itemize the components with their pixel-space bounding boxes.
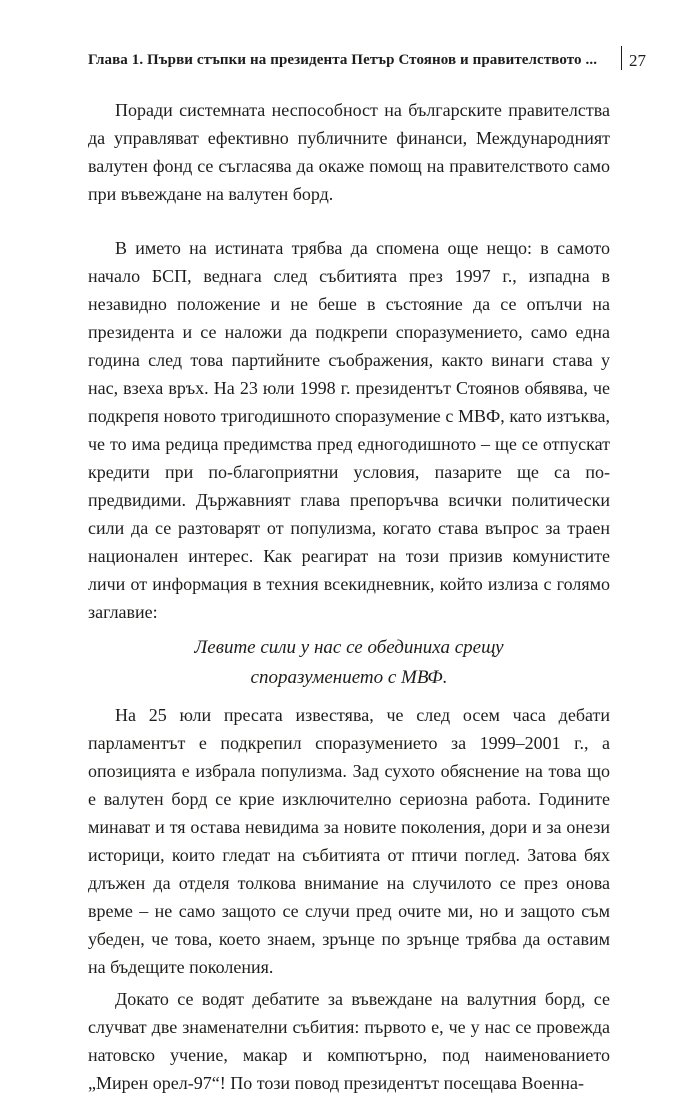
body-text xyxy=(88,96,610,1097)
quote-line: Левите сили у нас се обединиха срещу xyxy=(194,637,504,658)
paragraph: Поради системната неспособност на българските правителства да управляват ефективно публичните финанси, Международният валутен фонд се съгласява да окаже помощ на правителството само при въвеждане на валутен борд. xyxy=(88,100,610,204)
header-divider xyxy=(621,46,622,70)
paragraph: На 25 юли пресата известява, че след осем часа дебати парламентът е подкрепил споразумението за 1999–2001 г., а опозицията е избрала популизма. Зад сухото обяснение на това що е валутен борд се крие изключително сериозна работа. Годините минават и тя остава невидима за новите поколения, дори и за онези историци, които гледат на събитията от птичи поглед. Затова бях длъжен да отделя толкова внимание на случилото се през онова време – не само защото се случи пред очите ми, но и защото съм убеден, че това, което знаем, зрънце по зрънце трябва да оставим на бъдещите поколения. xyxy=(88,705,610,977)
quote-line: споразумението с МВФ. xyxy=(250,667,448,688)
block-quote xyxy=(88,633,610,693)
running-title: Глава 1. Първи стъпки на президента Петър Стоянов и правителството ... xyxy=(88,52,598,68)
running-header xyxy=(88,46,648,74)
paragraph: В името на истината трябва да спомена още нещо: в самото начало БСП, веднага след събитията през 1997 г., изпадна в незавидно положение и не беше в състояние да се опълчи на президента и се наложи да подкрепи споразумението, само една година след това партийните съображения, както винаги става у нас, взеха връх. На 23 юли 1998 г. президентът Стоянов обявява, че подкрепя новото тригодишното споразумение с МВФ, като изтъква, че то има редица предимства пред едногодишното – ще се отпускат кредити при по-благоприятни условия, пазарите ще са по-предвидими. Държавният глава препоръчва всички политически сили да се разтоварят от популизма, когато става въпрос за траен национален интерес. Как реагират на този призив комунистите личи от информация в техния всекидневник, който излиза с голямо заглавие: xyxy=(88,238,610,622)
paragraph: Докато се водят дебатите за въвеждане на валутния борд, се случват две знаменателни събития: първото е, че у нас се провежда натовско учение, макар и компютърно, под наименованието „Мирен орел-97“! По този повод президентът посещава Военна- xyxy=(88,989,610,1093)
page-number: 27 xyxy=(629,51,646,70)
